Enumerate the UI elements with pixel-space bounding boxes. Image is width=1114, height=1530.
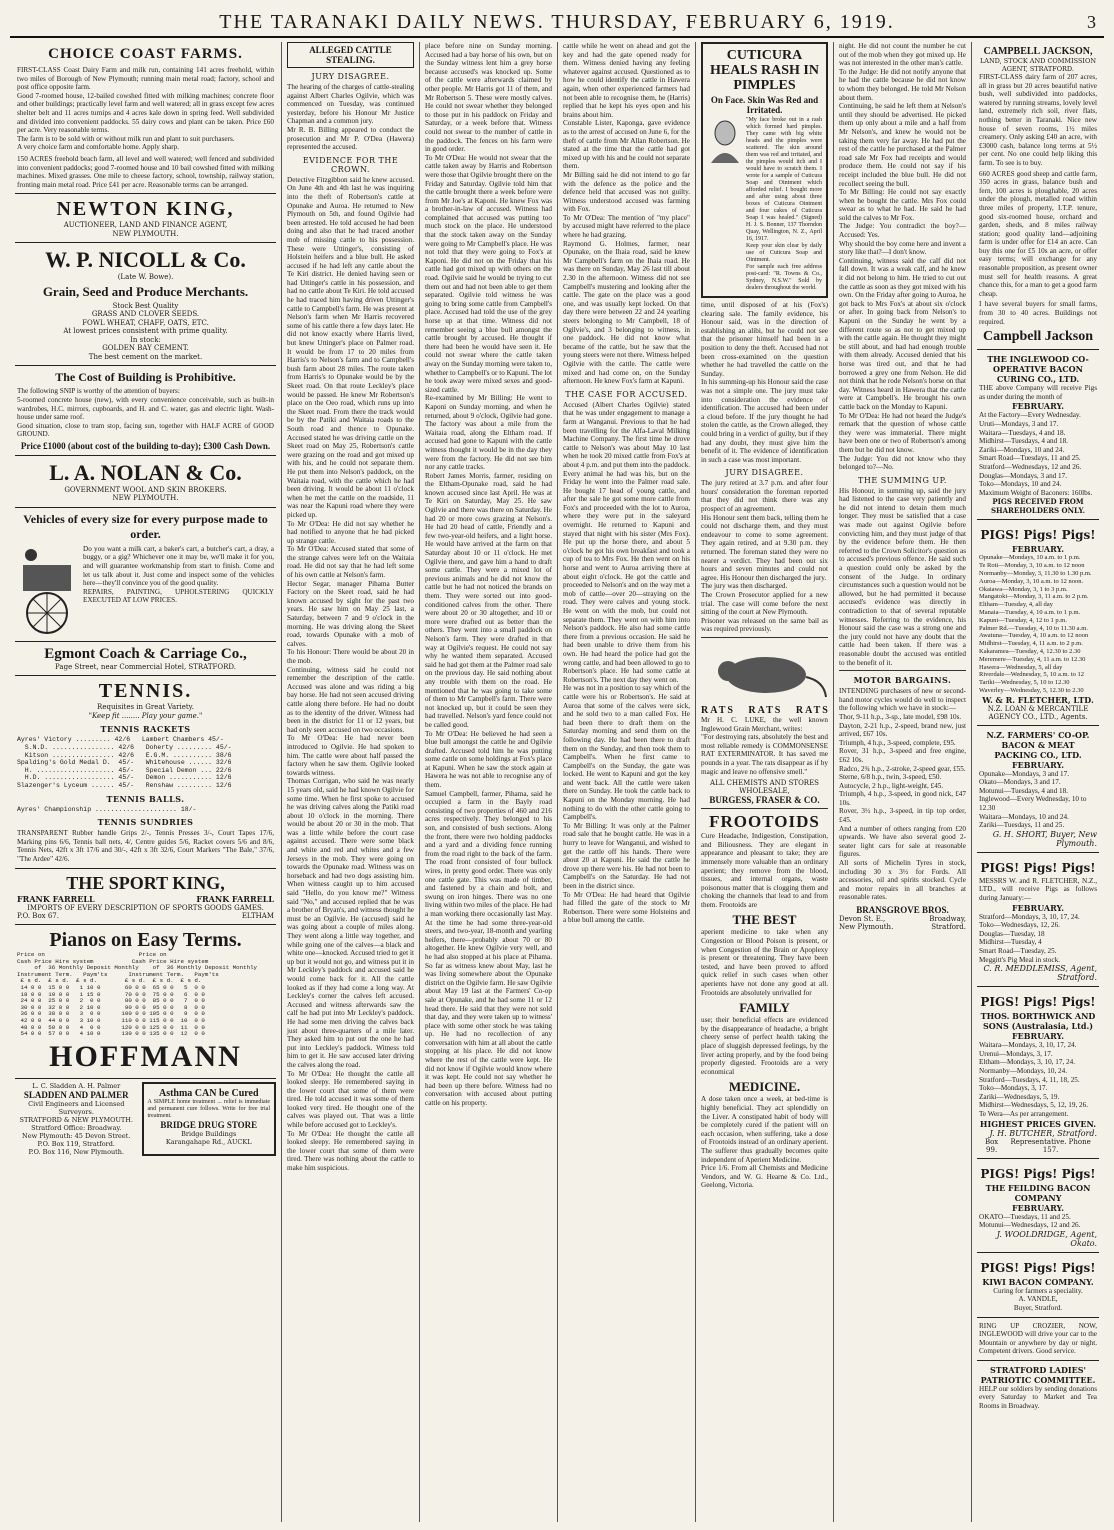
sundries-heading: TENNIS SUNDRIES <box>97 817 194 828</box>
sport-loc: ELTHAM <box>241 912 274 920</box>
wf-list: Opunake—Mondays, 10 a.m. to 1 p.m. Te Roti—Monday, 3, 10 a.m. to 12 noon Normanby—Monday, 3, 11.30 to 1.30 p.m. Auroa—Monday, 3, 10 a.m. to 12 noon. Okaiawa—Monday, 3, 1 to 3 p.m. Mangatoki—Monday, 3, 11 a.m. to 2 p.m. Eltham—Tuesday, 4, all day Manaia—Tuesday, 4, 10 a.m. to 1 p.m. Kapuni—Tuesday, 4, 12 to 1 p.m. Palmer Rd.—Tuesday, 4, 10 to 11.30 a.m. Awatuna—Tuesday, 4, 10 a.m. to 12 noon Midhirst—Tuesday, 4, 11 a.m. to 2 p.m. Kakaramea—Tuesday, 4, 12.30 to 2.30 Meremere—Tuesday, 4, 11 a.m. to 12.30 Hawera—Wednesday, 5, all day Riverdale—Wednesday, 5, 10 a.m. to 12 Tariki—Wednesday, 5, 10 to 12.30 Waverley—Wednesday, 5, 12.30 to 2.30 <box>979 554 1092 694</box>
borth-note: HIGHEST PRICES GIVEN. <box>979 1118 1097 1129</box>
kiwi-text: Curing for farmers a speciality. A. VANDLE, Buyer, Stratford. <box>993 1286 1083 1312</box>
asthma-ad <box>142 1082 277 1156</box>
article-subhead-2: EVIDENCE FOR THE CROWN. <box>302 155 399 174</box>
article-text-4: To Mr O'Dea: He thought the cattle all looked sleepy. He remembered saying in the lower court that some of them were tired. He told accused it was some of them looked very tired. He thought one of the calves was played out. That was a little while before accused got to Leckley's. To Mr O'Dea: He thought the cattle all looked sleepy. He remembered saying in the lower court that some of them were tired. There was nothing about the cattle to make him suspicious. <box>287 1069 414 1173</box>
nzf-month: FEBRUARY. <box>1012 759 1064 770</box>
pianos-heading: Pianos on Easy Terms. <box>49 929 242 951</box>
nolan-sub: GOVERNMENT WOOL AND SKIN BROKERS. <box>64 485 227 494</box>
sport-king-name: THE SPORT KING, <box>66 872 225 893</box>
column-2-article <box>282 42 420 1522</box>
feilding-list: OKATO—Tuesdays, 11 and 25. Motunui—Wednesdays, 12 and 26. <box>979 1212 1081 1230</box>
nicoll-ad <box>15 243 276 366</box>
sladden-title: SLADDEN AND PALMER <box>23 1089 129 1100</box>
sport-left-name: FRANK FARRELL <box>17 893 95 904</box>
cj-heading: CAMPBELL JACKSON, <box>983 46 1093 57</box>
feilding-month: FEBRUARY. <box>1012 1202 1064 1213</box>
rackets-list: Ayres' Victory ......... 42/6 Lambert Chambers 45/- S.N.D. ................ 42/6 Doherty ......... 45/- Kitson ................ 42/6 E.G.M. .......... 38/6 Spalding's Gold Medal D. 45/- Whitehouse ...... 32/6 H. .................... 45/- Special Demon ... 22/6 H.D. .................. 45/- Demon ........... 12/6 Slazenger's Lyceum ...... 45/- Renshaw ......... 12/6 <box>17 736 232 789</box>
tennis-tag: "Keep fit ........ Play your game." <box>88 711 203 720</box>
jury-disagree-subhead: JURY DISAGREE. <box>725 468 804 478</box>
crozier-text: RING UP CROZIER, NOW, INGLEWOOD will drive your car to the Mountain or anywhere by day or night. Competent drivers. Good service. <box>979 1321 1097 1356</box>
pigs-heading-3: PIGS! Pigs! Pigs! <box>980 995 1096 1010</box>
masthead <box>10 8 1104 38</box>
rats-heading: RATS RATS RATS <box>701 704 830 716</box>
motor-heading: MOTOR BARGAINS. <box>853 675 952 686</box>
article-text-1: The hearing of the charges of cattle-stealing against Albert Charles Ogilvie, which was commenced on Tuesday, was continued yesterday, before his Honour Mr Justice Chapman and a common jury. Mr R. B. Billing appeared to conduct the prosecution and Mr P. O'Dea (Hawera) represented the accused. <box>287 83 414 152</box>
feilding-heading: THE FEILDING BACON COMPANY <box>985 1182 1091 1203</box>
col6-text: night. He did not count the number he cut out of the mob when they got mixed up. He was not interested in the other man's cattle. To the Judge: He did not notify anyone that he had the cattle because he did not know to whom they belonged. He told Mr Nelson about them. Continuing, he said he left them at Nelson's until they should be advertised. He picked them up only about a mile and a half from Mr Nelson's, and knew he would not be taking them very far away. He had put the rest of the cattle he purchased at the Palmer road sale Mr Fox had receipts and would produce them. He could not say if his receipt included the blue bull. He did not recollect seeing the bull. To Mr Billing: He could not say exactly when he bought the cattle. Mrs Fox could swear as to what he had. He said he had sold the calves to Mr Fox. The Judge: You contradict the boy?—Accused: Yes. Why should the boy come here and invent a story like that?—I don't know. Continuing, witness said the calf did not fall down. It was a weak calf, and he knew it did not belong to him. He tried to cut out the cattle as soon as they got mixed with his own. On the Friday after going to Auroa, he got back to Mrs Fox's at about six o'clock or after. In going back from Nelson's to Kapuni on the Sunday he went by a different route so as not to get mixed up with the cattle again. He thought they might be still about, and had had enough trouble with them already. Accused denied that his horse was tired out, and that he had borrowed a grey one from Nelson. He did not think that he rode Nelson's horse on that day. Witness heard in Hawera that the cattle were at Campbell's. He brought his own cattle back on the Monday to Kapuni. To Mr O'Dea: He had not heard the Judge's remark that the question of whose cattle they were was immaterial. There might have been one or two of Robertson's among them but he did not know. The Judge: You did not know who they belonged to?—No. <box>839 42 966 472</box>
cuticura-heading: CUTICURA HEALS RASH IN PIMPLES <box>710 48 819 93</box>
pigs-heading-4: PIGS! Pigs! Pigs! <box>980 1166 1096 1181</box>
sport-sub: IMPORTS OF EVERY DESCRIPTION OF SPORTS GOODS GAMES. <box>27 903 264 912</box>
tennis-ad <box>15 676 276 868</box>
kiwi-heading: KIWI BACON COMPANY. <box>982 1276 1094 1287</box>
farms-text: FIRST-CLASS Coast Dairy Farm and milk run, containing 141 acres freehold, within two miles of Borough of New Plymouth; running main metal road; factory, school and post office opposite farm. Good 7-roomed house, 12-bailed cowshed fitted with milking machines; concrete floor and other buildings; practically level farm and well watered; all in grass except few acres shelter belt and 11 acres turnips and 4 acres kale down in spring feed. Well subdivided and divided into convenient paddocks. 55 dairy cows and plant can be taken. Price £60 per acre. Very reasonable terms. The farm is to be sold with or without milk run and plant to suit purchasers. A very choice farm and comfortable home. Apply sharp. <box>17 66 274 152</box>
cart-illustration <box>17 545 79 637</box>
cj-text-2: 660 ACRES good sheep and cattle farm, 350 acres in grass, balance bush and fern, 100 acres is ploughable, 20 acres under the plough, metalled road within three miles of property, I.T.P. tenure, good six-roomed house, orchard and garden, sheds, and 8 miles railway station; good quality land—adjoining farm is under offer for £14 an acre. Can buy this one for £5 10s an acre, or offer easy terms; will exchange for any reasonable proposition, as present owner must sell for health reasons. A great chance this, for a man to get a good farm cheap. <box>979 169 1097 298</box>
borth-heading: THOS. BORTHWICK AND SONS (Australasia, Ltd.) <box>980 1011 1096 1032</box>
best-heading: THE BEST <box>732 912 797 928</box>
asthma-text: A SIMPLE home treatment ... relief is immediate and permanent cure follows. Write for free trial treatment. <box>147 1098 270 1119</box>
mess-text: MESSRS W. and R. FLETCHER, N.Z., LTD., will receive Pigs as follows during January:— <box>979 876 1097 903</box>
rats-text: Mr H. C. LUKE, the well known Inglewood Grain Merchant, writes: "For destroying rats, absolutely the best and most reliable remedy is COMMONSENSE RAT EXTERMINATOR. It has saved me pounds in a year. The rats disappear as if by magic and leave no offensive smell." <box>701 715 828 776</box>
column-1-ads <box>10 42 282 1522</box>
balls-heading: TENNIS BALLS. <box>106 793 185 804</box>
sladden-sub: Civil Engineers and Licensed Surveyors. <box>28 1099 125 1116</box>
article-col4-text-3: He was not in a position to say which of the cattle were his or Robertson's. He said at Auroa that some of the calves were sick, and he sold two to a man called Fox. He had been there to draft them on the Saturday morning and send them on the following day. He had been there to draft them on the Sunday, and then took them to Campbell's. When he first came to Campbell's on the Sunday, the gate was locked. He went to Kapuni and got the key and went back. All the cattle were taken there on Sunday. He took the cattle back to Kapuni on the Monday morning. He had nothing to do with the other cattle going to Campbell's. To Mr Billing: It was only at the Palmer road sale that he bought cattle. He was in a hurry to leave for Wanganui, and wished to get the cattle off his hands. There were about 20 at Kapuni. He said the cattle he drove up there were his. He had not been to Campbell's on the Saturday. He had not been in the district since. To Mr O'Dea: He had heard that Ogilvie had filled the gate of the stock to Mr Robertson. There were some Holsteins and a blue bull among the cattle. <box>563 684 690 925</box>
vehicles-ad <box>15 508 276 642</box>
bottom-ads-row <box>15 1079 276 1156</box>
nzl-name: N.Z. LOAN & MERCANTILE AGENCY CO., LTD., Agents. <box>987 704 1089 721</box>
case-for-accused-subhead: THE CASE FOR ACCUSED. <box>565 389 688 399</box>
col6-text-2: His Honour, in summing up, said the jury had listened to the case very patiently and he did not intend to detain them much longer. They must be satisfied that a case was made out against Ogilvie before convicting him, and they must judge of that by the evidence before them. He then referred to the Crown Solicitor's question as to accused's previous offence. He said such a question could only be asked by the consent of the Judge. In ordinary circumstances such a question would not be allowed, but he had permitted it because accused's evidence was directly in contradiction to that of several reputable witnesses. Referring to the evidence, his Honour said the case was a strong one and the jury could not have any doubt that the cattle had been taken. If there was a reasonable doubt the accused was entitled to the benefit of it. <box>839 486 966 667</box>
portrait-illustration <box>707 117 743 163</box>
asthma-heading: Asthma CAN be Cured <box>158 1087 259 1099</box>
crozier-ad <box>977 1318 1099 1361</box>
nicoll-late: (Late W. Bowe). <box>117 273 174 282</box>
pigs-heading-5: PIGS! Pigs! Pigs! <box>980 1260 1096 1275</box>
borth-box: Box 99. <box>984 1137 999 1154</box>
newton-king-name: NEWTON KING, <box>56 198 235 221</box>
feilding-ad <box>977 1159 1099 1253</box>
pianos-grid: Price on Price on Cash Price Hire system Cash Price Hire system of 36 Monthly Deposit Monthly of 36 Monthly Deposit Monthly Instrument Term. Paym'ts Instrument Term. Paym'ts £ s d. £ s d. £ s d. £ s d. £ s d. £ s d. 14 0 0 15 0 0 1 10 0 60 0 0 65 0 0 5 0 0 18 0 0 19 0 0 1 15 0 70 0 0 75 0 0 6 0 0 24 0 0 25 0 0 2 0 0 80 0 0 85 0 0 7 0 0 30 0 0 32 0 0 2 10 0 90 0 0 95 0 0 8 0 0 36 0 0 38 0 0 3 0 0 100 0 0 105 0 0 9 0 0 42 0 0 44 0 0 3 10 0 110 0 0 115 0 0 10 0 0 48 0 0 50 0 0 4 0 0 120 0 0 125 0 0 11 0 0 54 0 0 57 0 0 4 10 0 130 0 0 135 0 0 12 0 0 <box>17 951 258 1038</box>
article-text-3: Continuing, witness said he could not remember the description of the cattle. Accused was alone and was riding a big bay horse. He had not seen accused driving cattle along there before. He had no doubt as to the identity of the driver. Witness had been in the district for 11 or 12 years, but had only seen accused on two occasions. To Mr O'Dea: He had never been introduced to Ogilvie. He had spoken to him. The cattle were about half passed the factory when he saw them. Ogilvie looked towards witness. Thomas Corrigan, who said he was nearly 15 years old, said he had known Ogilvie for some time. When he first spoke to accused he was driving calves along the Patiki road about 10 o'clock in the morning. There would be about 20 or 30 in the mob. That was a little while before the court case against accused. There were some black and white and red and whites and a few Jerseys in the mob. They were going on towards the Opunake road. Witness was on horseback and had two dogs assisting him. When witness caught up to him accused said "Hello, do you know me?" Witness said "No," and accused replied that he was a brother of Bryan's, and witness thought he must be an Ogilvie. He (accused) said he was going about a couple of miles along. They went along a little way together, and while going one of the calves—a black and white one—knocked. Accused tried to get it up but it would not go, and witness put it in Mr Leckley's paddock and accused said he would come back for it. All the cattle looked as if they had come a long way. At Leckley's corner the calves left accused. Accused and witness afterwards saw the calf he had put into Mr Leckley's paddock. He had some men driving the calves back just about three-quarters of a mile later. They asked him to put out the one he had put into Leckley's paddock. Witness told him to get it. He saw accused later driving the calves along the road. <box>287 665 414 1069</box>
ladies-committee-ad <box>977 1361 1099 1415</box>
bacon-list: At the Factory—Every Wednesday. Uruti—Mondays, 3 and 17. Waitara—Tuesdays, 4 and 18. Midhirst—Tuesdays, 4 and 18. Zariki—Mondays, 10 and 24. Smart Road—Tuesdays, 11 and 25. Stratford—Wednesdays, 12 and 26. Douglas—Mondays, 3 and 17. Toko—Mondays, 10 and 24. Maximum Weight of Baconers: 160lbs. <box>979 411 1093 497</box>
newton-king-ad <box>15 194 276 243</box>
rackets-heading: TENNIS RACKETS <box>100 724 191 735</box>
hoffmann-name: HOFFMANN <box>49 1039 242 1073</box>
newton-king-sub: AUCTIONEER, LAND AND FINANCE AGENT, <box>63 221 228 230</box>
column-7-ads <box>972 42 1104 1522</box>
cuticura-sub: On Face. Skin Was Red and Irritated. <box>710 95 819 115</box>
borth-month: FEBRUARY. <box>1012 1031 1064 1042</box>
bacon-heading: THE INGLEWOOD CO-OPERATIVE BACON CURING CO., LTD. <box>987 354 1089 385</box>
rats-ad <box>701 641 828 805</box>
feilding-agent: J. WOOLDRIDGE, Agent, Okato. <box>996 1229 1097 1248</box>
nolan-ad <box>15 456 276 508</box>
vehicles-heading: Vehicles of every size for every purpose made to order. <box>23 511 268 541</box>
sport-king-ad <box>15 869 276 926</box>
balls-list: Ayres' Championship ..................... 18/- <box>17 805 197 813</box>
article-col4-text: cattle while he went on ahead and got the key and had the gate opened ready for them. Witness denied having any feeling whatever against accused. Questioned as to how he could identify the cattle in Hawera again, when other experienced farmers had not been able to recognise them, he (Harris) replied that he kept his eyes open and his brains about him. Constable Lister, Kaponga, gave evidence as to the arrest of accused on June 6, for the theft of cattle from Mr Allan Robertson. He stated at the time that the cattle had got mixed up with his and he could not separate them. Mr Billing said he did not intend to go far with the defence as the police and the defence held that accused was not guilty. Witness understood accused was farming with Fox. To Mr O'Dea: The mention of "my place" by accused might have referred to the place where he had grazing. Raymond G. Holmes, farmer, near Opunake, on the Ihaia road, said he knew Mr Campbell's farm on the Ihaia road. He was there on Sunday, May 26 last till about 2.30 in the afternoon. Witness did not see Campbell's mustering and looking after the cattle. The gate on the place was a good one, and was usually kept locked. On that day there were between 22 and 24 yearling steers belonging to Mr Campbell, 18 of Ogilvie's, and 3 belonging to witness, in one paddock. He did not know what became of the cattle, but he saw that the young steers were not there. Witness helped Ogilvie with the cattle. The cattle were mixed and had come on, on the Sunday afternoon. He knew Fox's farm at Kapuni. <box>563 42 690 386</box>
column-6 <box>834 42 972 1522</box>
bacon-text: THE above Company will receive Pigs as under during the month of <box>979 384 1097 401</box>
nzf-agent: G. H. SHORT, Buyer, New Plymouth. <box>992 829 1097 848</box>
borth-agent: J. H. BUTCHER, Stratford. <box>989 1128 1097 1138</box>
mess-list: Stratford—Mondays, 3, 10, 17, 24. Toko—Wednesdays, 12, 26. Douglas—Tuesday, 18 Midhirst—Tuesday, 4 Smart Road—Tuesday, 25. Meggitt's Pig Meal in stock. <box>979 912 1080 964</box>
rat-illustration <box>702 641 828 701</box>
column-5 <box>696 42 834 1522</box>
cost-of-building-ad <box>15 366 276 456</box>
nicoll-text: Stock Best Quality GRASS AND CLOVER SEEDS. FOWL WHEAT, CHAFF, OATS, ETC. At lowest prices consistent with prime quality. In stock: GOLDEN BAY CEMENT. The best cement on the market. <box>63 301 228 361</box>
bransgrove-loc-right: Stratford. <box>931 923 966 931</box>
bacon-note: PIGS RECEIVED FROM SHAREHOLDERS ONLY. <box>990 497 1086 516</box>
nolan-name: L. A. NOLAN & Co. <box>49 459 242 485</box>
fletcher-pigs-ad <box>977 520 1099 725</box>
article-text-2: Detective Fitzgibbon said he knew accused. On June 4th and 4th last he was inquiring into the theft of Robertson's cattle at Opunake and Auroa. He returned to New Plymouth on 5th, and found Ogilvie had been arrested. He told accused he had been doing and also that he had traced another mob of missing cattle to his possession. These were Uttinger's, consisting of Holstein heifers and a blue bull. He asked accused if he had left any cattle about the Te Kiri district. He denied having seen or had Uttinger's cattle in his possession, and had no cattle about Te Kiri. He told accused he had traced him having driven Uttinger's cattle to Campbell's farm. He was present at Nelson's farm when Mr Harris recovered some of his cattle there a few days later. He did not know exactly where Harris lived, but knew Uttinger's place on Palmer road. It would be from 17 to 20 miles from Harris's to Nelson's farm and to Campbell's bush farm about 28 miles. The route taken from Harris's to Opunake would be by the Skeet road. On that route Leckley's place would be passed. He knew Mr Robertson's place on the Oeo road, which runs up into the Skeet road. From there the track would be by the Patiki and Waitaia roads to the South road and thence to Opunake. Accused stated he was driving cattle on the Skeet road on May 25, Robertson's cattle were grazing on the road and got mixed up with his, and he could not separate them. He put them into Nelson's paddock, on the Waitaia road, with the cattle which he had been driving. It would be about 11 o'clock when he met the cattle on the roadside, 11 was near the Kapuni road where they were picked up. To Mr O'Dea: He did not say whether he had notified to anyone that he had picked up strange cattle. To Mr O'Dea: Accused stated that some of the strange calves were left on the Waitaia road. He did not say that he had left some of his own cattle at Nelson's farm. Hector Segar, manager Pihama Butter Factory on the Skeet road, said he had known accused by sight for the past two years. He saw him on May 25 last, a Saturday, between 7 and 9 o'clock in the morning. He was driving along the Skeet road, towards Opunake with a mob of calves. To his Honour: There would be about 20 in the mob. <box>287 175 414 665</box>
wf-month: FEBRUARY. <box>1012 544 1064 555</box>
newton-king-loc: NEW PLYMOUTH. <box>112 229 179 238</box>
frootoids-text: Cure Headache, Indigestion, Constipation, and Biliousness. They are elegant in appearance and pleasant to take; they are immensely more valuable than an ordinary aperient; they remove from the blood, tissues, and internal organs, waste poisonous matter that is clogging them and choking the channels that lead to and from them. Frootoids are <box>701 832 828 909</box>
bridge-sub: Bridge Buildings Karangahape Rd., AUCKL <box>165 1129 252 1146</box>
cuticura-ad <box>701 42 828 298</box>
frootoids-ad <box>701 812 828 1190</box>
nzf-list: Opunake—Mondays, 3 and 17. Okato—Mondays, 3 and 17. Motunui—Tuesdays, 4 and 18. Inglewood—Every Wednesday, 10 to 12.30 Waitara—Mondays, 10 and 24. Zariki—Tuesdays, 11 and 25. <box>979 769 1087 830</box>
family-heading: FAMILY <box>739 1000 790 1016</box>
borthwick-ad <box>977 987 1099 1158</box>
summing-up-subhead: THE SUMMING UP. <box>858 475 947 485</box>
medicine-heading: MEDICINE. <box>728 1079 801 1095</box>
column-4-article <box>558 42 696 1522</box>
ladies-heading: STRATFORD LADIES' PATRIOTIC COMMITTEE. <box>980 1364 1096 1385</box>
cj-sub: LAND, STOCK AND COMMISSION AGENT, STRATFORD. <box>979 57 1097 73</box>
mess-agent: C. R. MEDDLEMISS, Agent, Stratford. <box>983 964 1097 983</box>
messrs-fletcher-ad <box>977 853 1099 987</box>
sladden-names: L. C. Sladden A. H. Palmer <box>32 1081 121 1090</box>
sladden-loc: STRATFORD & NEW PLYMOUTH. Stratford Office: Broadway. New Plymouth: 45 Devon Street. P.O. Box 119, Stratford. P.O. Box 116, New Plymouth. <box>19 1115 133 1156</box>
sport-box: P.O. Box 67. <box>17 912 59 920</box>
family-text: use; their beneficial effects are evidenced by the disappearance of headache, a bright cheery sense of perfect health taking the place of sluggish depressed feelings, by the liver acting properly, and by the food being properly digested. Frootoids are a very economical <box>701 1016 828 1076</box>
egmont-coach-ad <box>15 642 276 677</box>
farms-text-2: 150 ACRES freehold beach farm, all level and well watered; well fenced and subdivided into convenient paddocks; good 7-roomed house and 10 bail cowshed fitted with milking machines. Mixed grasses. One mile to cheese factory, school, township, railway station, fronting main metal road. Price £41 per acre. Reasonable terms can be arranged. <box>17 154 274 189</box>
nolan-loc: NEW PLYMOUTH. <box>112 494 179 503</box>
egmont-sub: Page Street, near Commercial Hotel, STRATFORD. <box>55 662 236 671</box>
article-headline: ALLEGED CATTLE STEALING. <box>287 42 414 68</box>
nz-farmers-ad <box>977 726 1099 853</box>
bransgrove-loc-left: New Plymouth. <box>839 923 894 931</box>
sundries-text: TRANSPARENT Rubber handle Grips 2/-, Tennis Presses 3/-, Court Tapes 17/6, Marking pins 6/6, Tennis ball nets, 4/, Centre guides 5/6, Racket covers 5/6 and 8/6, Tennis Nets, 42ft x 3ft 17/6 and 30/-, 42ft x 3ft 32/6, Court Markers "The Bale," 37/6, "The Ardee" 42/6. <box>17 829 274 863</box>
kiwi-ad <box>977 1253 1099 1318</box>
vehicles-text: Do you want a milk cart, a baker's cart, a butcher's cart, a dray, a buggy, or a gig? Whichever one it may be, we'll make it for you, and will guarantee workmanship from start to finish. Come and let us talk about it. Just come and inspect some of the vehicles here—they'll convince you of the good quality. REPAIRS, PAINTING, UPHOLSTERING QUICKLY EXECUTED AT LOW PRICES. <box>83 544 274 605</box>
masthead-title: THE TARANAKI DAILY NEWS. THURSDAY, FEBRUARY 6, 1919. <box>219 10 895 33</box>
bransgrove-name: BRANSGROVE BROS. <box>856 905 949 915</box>
rats-sold: ALL CHEMISTS AND STORES WHOLESALE, <box>710 779 819 796</box>
column-3-article <box>420 42 558 1522</box>
bransgrove-right: Broadway, <box>929 915 966 923</box>
borth-list: Waitara—Mondays, 3, 10, 17, 24. Urenui—Mondays, 3, 17. Eltham—Mondays, 3, 10, 17, 24. Normanby—Mondays, 10, 24. Stratford—Tuesdays, 4, 11, 18, 25. Toko—Mondays, 3, 17. Zariki—Wednesdays, 5, 19. Midhirst—Wednesdays, 5, 12, 19, 26. Te Wera—As per arrangement. <box>979 1041 1089 1118</box>
cj-text-1: FIRST-CLASS dairy farm of 207 acres, all in grass but 20 acres beautiful native bush, well subdivided into paddocks, watered by running streams, lovely level land, extremely rich soil, river flats, nothing better in Taranaki. Nice new house of seven rooms, 1½ miles creamery. Only asking £40 an acre, with £3000 cash, balance long terms at 5½ per cent. No one could help liking this farm. To see is to buy. <box>979 73 1097 167</box>
col5-text: time, until disposed of at his (Fox's) clearing sale. The family evidence, his Honour said, was in the direction of establishing an alibi, but he could not see that the prisoner himself had been in a position to deny the theft. Accused had not been cross-examined on the question whether he had travelled the cattle on the Sunday. In his summing-up his Honour said the case was not a simple one. The jury must take into consideration the evidence of identification. The accused had been under a cloud before. If the jury thought he had stolen the cattle, as the Crown alleged, they could bring in a verdict of guilty, but if they had any doubt, they must give him the benefit of it. The evidence of identification in such a case was most important. <box>701 301 828 464</box>
mess-month: FEBRUARY. <box>1012 902 1064 913</box>
nicoll-name: W. P. NICOLL & Co. <box>45 247 246 273</box>
wf-name: W. & R. FLETCHER, LTD. <box>982 694 1094 705</box>
sport-right-name: FRANK FARRELL <box>196 893 274 904</box>
medicine-text: A dose taken once a week, at bed-time is highly beneficial. They act splendidly on the Liver. A constipated habit of body will be completely cured if the patient will on each occasion, when suffering, take a dose of Frootoids instead of an ordinary aperient. The sufferer thus gradually becomes quite independent of Aperient Medicine. Price 1/6. From all Chemists and Medicine Vendors, and W. G. Hearne & Co. Ltd., Geelong, Victoria. <box>701 1095 828 1190</box>
best-text: aperient medicine to take when any Congestion or Blood Poison is present, or when Congestion of the Brain or Apoplexy is present or threatening. They have been tested, and have been proved to afford quick relief in such cases when other aperients have not done any good at all. Frootoids are absolutely unrivalled for <box>701 928 828 997</box>
pigs-heading-2: PIGS! Pigs! Pigs! <box>980 860 1096 875</box>
tennis-sub: Requisites in Great Variety. <box>97 703 194 712</box>
article-col4-text-2: Accused (Albert Charles Ogilvie) stated that he was under engagement to manage a farm at Wanganui. Previous to that he had been travelling for the Alfa-Laval Milking Machine Company. The first time he drove cattle to Nelson's was about May 10 last when he took 20 mixed cattle from Fox's at about 4 p.m. and put them into the paddock. Every animal he had was his, but on the Friday he went into the Palmer road sale. He bought 17 head of young cattle, and after the sale he got some more cattle from Fox's and proceeded with the lot to Auroa, where they were put in the saleyard overnight. He returned to Kapuni and stayed that night with his sister (Mrs Fox). He put up the horse there, and about 5 o'clock he got his own breakfast and took a cup of tea to Mrs Fox. He then went on his horse and went to Auroa arriving there at about eight o'clock. He got the cattle and proceeded to Nelson's and on the way met a mob of cattle—over 20—straying on the road. They were calves and young stock. He went on with the mob, but could not separate them. They went on with him into Nelson's paddock. He also had some cattle there from a previous occasion. He said he had been unable to drive them from his own. He had heard the police had got the wrong cattle, and had been allowed to go to Robertson's place. He had some cattle at Robertson's. The next day they went on. <box>563 400 690 684</box>
cj-signature: Campbell Jackson <box>982 329 1094 345</box>
egmont-name: Egmont Coach & Carriage Co., <box>44 645 247 662</box>
ladies-text: HELP our soldiers by sending donations every Saturday to Market and Tea Rooms in Broadway. <box>979 1384 1097 1411</box>
page-number: 3 <box>1087 12 1098 32</box>
cost-text: The following SNIP is worthy of the attention of buyers: 5-roomed concrete house (new), with every convenience conceivable, such as built-in wardrobes, H.C. mirrors, cupboards, and H. and C. water, gas and electric light. Wash-house under same roof. Good situation, close to tram stop, facing sun, together with HALF ACRE of GOOD GROUND. <box>17 387 274 439</box>
tennis-heading: TENNIS. <box>98 680 193 703</box>
motor-bargains-ad <box>839 675 966 931</box>
article-continued-text: place before nine on Sunday morning. Accused had a bay horse of his own, but on the Sunday witness lent him a grey horse because accused's was knocked up. Some of the cattle were afterwards claimed by other people. Mr Harris got 11 of them, and Mr Robertson 5. These were mostly calves. He could not swear whether they belonged to those put in his paddock on Friday and Saturday, or a week before that. Witness could not swear to the number of cattle in the paddock. The fences on his farm were in good order. To Mr O'Dea: He would not swear that the cattle taken away by Harris and Robertson were those that Ogilvie brought there on the Friday and Saturday. Ogilvie told him that the cattle brought there a week before were from Mr Joe's at Kaponi. He knew Fox was a brother-in-law of accused. Witness had complained that accused was putting too much stock on the place. He understood that the stock taken away on the Sunday were going to Mr Campbell's place. He was not told that they were going to Fox's at Kaponi. He did not on the Friday that his cattle had got mixed up with others on the road. Ogilvie said he would be trying to cut them out and had not been able to get them separated. Ogilvie told witness he was going to bring some cattle from Campbell's place. Accused had told the use of the grey horse up at that time. Witness did not remember seeing a blue bull amongst the cattle brought by accused. He thought if there had been he would have seen it. He could not swear where the cattle taken away on the Sunday morning were taken to, whether to Campbell's or to Kapuni. The lot he took away were mixed sexes and good-sized cattle. Re-examined by Mr Billing: He went to Kaponi on Sunday morning, and when he returned, about 9 o'clock, Ogilvie had gone. The factory was about a mile from the Waitaia road, along the Eltham road. If accused had gone to Kapuni with the cattle witness thought it would be in the day they were from the factory. He did not see him nor any cattle tracks. Robert James Morris, farmer, residing on the Eltham-Opunake road, said he had known accused since last April. He was at Te Kiri on Saturday, May 25. He saw Ogilvie and there was there on Saturday. He had 20 or more cows grazing at Nelson's. He had 20 head of cattle, Friendly and a few two-year-old heifers, and a light horse. He would have arrived at the farm on that Saturday about 10 or 11 o'clock. He met Ogilvie there, and gave him a hand to draft some cattle. They were a mixed lot of previous animals and he did not know the cattle but he had not noticed the brands on them. They were sorted out into good-conditioned calves from the other. There were about 20 or 30 altogether, and 10 or more were drafted out as better than the others. They went into a small paddock on Nelson's farm. They were drafted in that way at Ogilvie's request. He could not say why he wanted them separated. Accused said he had got them at the Palmer road sale on the previous day. He said nothing about any trouble with them on the road. He mentioned that he was going to take some of them to Mr Campbell's farm. There were not knocked up, but it could be seen they had travelled. Nelson's yard fence could not be called good. To Mr O'Dea: He believed he had seen a blue bull amongst the cattle he and Ogilvie drafted. Accused told him he was putting some cattle on some holdings at Fox's place at Kapuni. When he saw the stock again at Hawera he was not able to recognise any of them. Samuel Campbell, farmer, Pihama, said he occupied a farm in the Bayly road consisting of two properties of 460 and 216 acres respectively. They belonged to his son, and consisted of bush sections. Along the front, there were two holding paddocks and a yard and a dividing fence running from the road right to the back of the farm. The road front consisted of four bullock wires, in pretty good order. There was only one cattle gate. This was made of timber, and fastened by a chain and bolt, and swung on iron hinges. There was no one living within two miles of the place. He had a man working there occasionally last May. At the time he had some three-year-old steers, and two-year, 18-month and yearling heifers, there—probably about 70 or 80 altogether. He knew Ogilvie very well, and he had also stopped at his place at Pihama. So far as witness knew about May, last he was living somewhere about the Opunake district on the Ogilvie farm. He saw Ogilvie about May 19 last at the Farmers' Co-op sale at Opunake, and he had some 11 or 12 head there. He said that they were not sold that day, and they were taken up to witness' place with some other stock he was taking up. He had no recollection of any conversation with him at all about the cattle stopping at his place. He did not know where the rest of the cattle were kept. He did not know if Ogilvie would know where it was kept. He could not say whether he had been up there before. Witness had no conversation with accused about putting cattle on his property. <box>425 42 552 1108</box>
cost-heading: The Cost of Building is Prohibitive. <box>55 370 236 385</box>
campbell-jackson-ad <box>977 42 1099 350</box>
cj-text-3: I have several buyers for small farms, from 30 to 40 acres. Buildings not required. <box>979 300 1097 326</box>
frootoids-heading: FROOTOIDS <box>709 812 820 832</box>
farms-heading: CHOICE COAST FARMS. <box>48 46 243 62</box>
col5-text-2: The jury retired at 3.7 p.m. and after four hours' consideration the foreman reported that they did not think there was any prospect of an agreement. His Honour sent them back, telling them he could not discharge them, and they must endeavour to come to some agreement. They again retired, and at 9.30 p.m. they returned. The foreman stated they were no nearer a verdict. They had been out six hours and seven minutes and could not agree. His Honour then discharged the jury. The jury was then discharged. The Crown Prosecutor applied for a new trial. The case will come before the next sitting of the court at New Plymouth. Prisoner was released on the same bail as was required previously. <box>701 479 828 634</box>
cost-price: Price £1000 (about cost of the building to-day); £300 Cash Down. <box>20 440 271 451</box>
sladden-palmer-ad <box>15 1082 138 1156</box>
motor-text: INTENDING purchasers of new or second-hand motor cycles would do well to inspect the following which we have in stock:— Thor, 9-11 h.p., 3-sp., late model, £98 10s. Dayton, 2-21 h.p., 2-speed, brand new, just arrived, £67 10s. Triumph, 4 h.p., 3-speed, complete, £95. Rover, 31 h.p., 3-speed and free engine, £62 10s. Radco, 2¾ h.p., 2-stroke, 2-speed gear, £55. Sterne, 6/8 h.p., twin, 3-speed, £50. Autocycle, 2 h.p., light-weight, £45. Triumph, 4 h.p., 3-speed, in good nick, £47 10s. Rover, 3½ h.p., 3-speed, in tip top order, £45. And a number of others ranging from £20 upwards. We have also several good 2-seater light cars for sale at reasonable figures. All sorts of Michelin Tyres in stock, including 30 x 3½ for Fords. All accessories, oil and spirits stocked. Cycle and motor repairs in all branches at reasonable rates. <box>839 687 966 902</box>
pigs-heading-1: PIGS! Pigs! Pigs! <box>980 528 1096 543</box>
borth-phone: Representative. Phone 157. <box>1010 1137 1091 1154</box>
burgess-fraser: BURGESS, FRASER & CO. <box>709 795 820 806</box>
article-subhead-1: JURY DISAGREE. <box>311 72 390 81</box>
bridge-drug-store: BRIDGE DRUG STORE <box>160 1119 258 1130</box>
nzf-heading: N.Z. FARMERS' CO-OP. BACON & MEAT PACKING CO., LTD. <box>986 729 1090 760</box>
bransgrove-left: Devon St. E., <box>839 915 886 923</box>
cuticura-text: "My face broke out in a rash which formed hard pimples. They came with big white heads and the pimples were scattered. The skin around them was red and irritated, and the pimples would itch and I would have to scratch them. I wrote for a sample of Cuticura Soap and Ointment which afforded relief. I bought more and after using about three boxes of Cuticura Ointment and four cakes of Cuticura Soap I was healed." (Signed) H. J. S. Bonner, 137 Thorndon Quay, Wellington, N. Z., April 16, 1917. Keep your skin clear by daily use of Cuticura Soap and Ointment. For sample each free address post-card: "R. Towns & Co., Sydney, N.S.W." Sold by dealers throughout the world. <box>746 117 822 291</box>
bacon-month: FEBRUARY. <box>1012 401 1064 412</box>
nicoll-sub: Grain, Seed and Produce Merchants. <box>42 283 249 299</box>
choice-coast-farms-ad <box>15 42 276 194</box>
pianos-ad <box>15 925 276 1079</box>
inglewood-bacon-ad <box>977 350 1099 520</box>
